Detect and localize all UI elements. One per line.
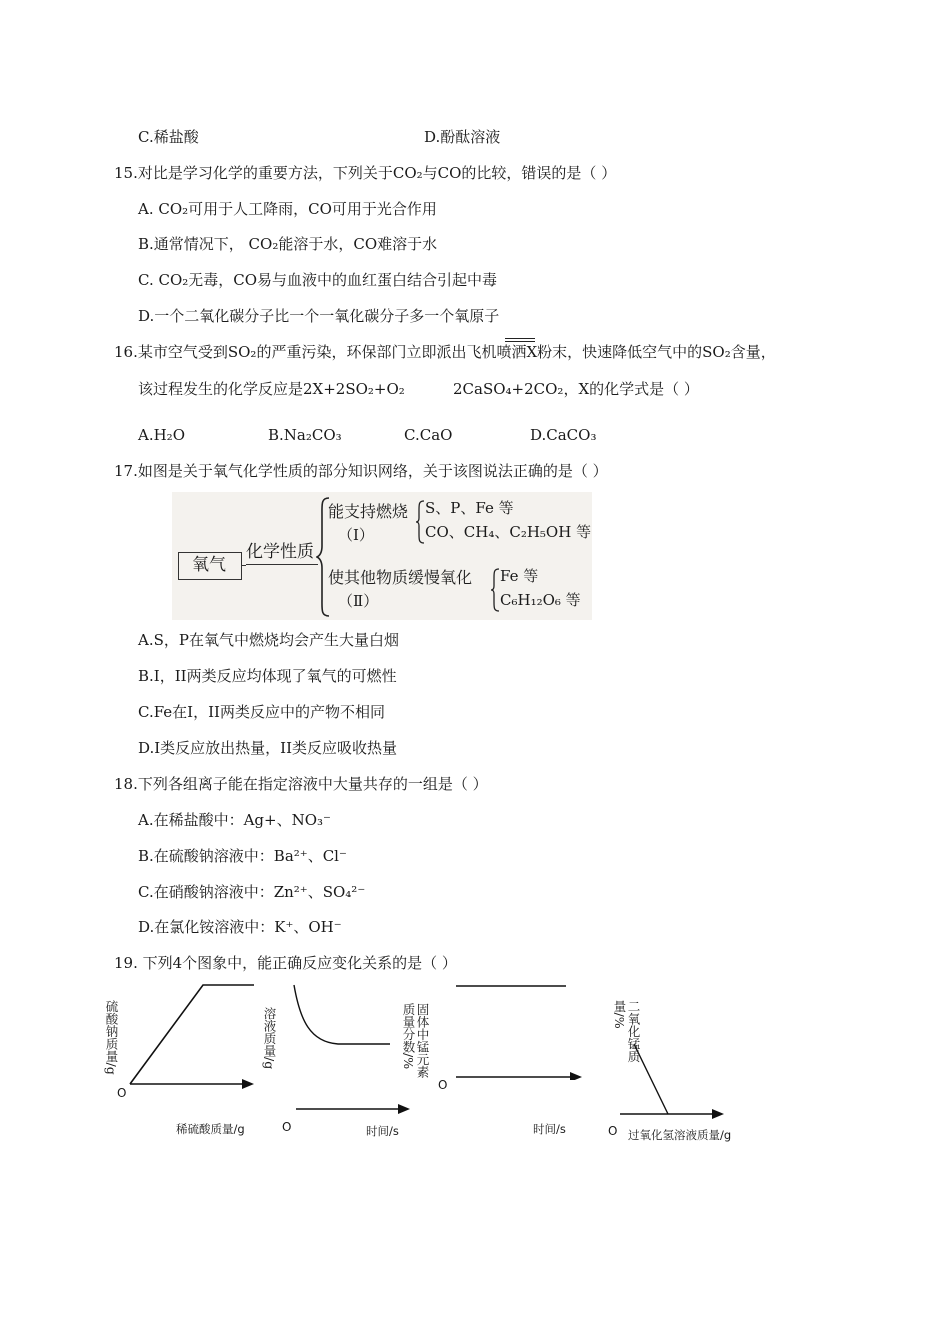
oxygen-label: 氧气 <box>192 555 226 575</box>
brace-two <box>490 568 500 612</box>
q16-option-d: D.CaCO₃ <box>530 426 597 444</box>
graph2-origin: O <box>282 1120 292 1134</box>
graph4-plot <box>618 1040 738 1120</box>
q17-stem: 17.如图是关于氧气化学性质的部分知识网络，关于该图说法正确的是（ ） <box>114 462 608 480</box>
q18-stem: 18.下列各组离子能在指定溶液中大量共存的一组是（ ） <box>114 775 488 793</box>
q15-option-b: B.通常情况下， CO₂能溶于水，CO难溶于水 <box>138 235 438 253</box>
q16-option-b: B.Na₂CO₃ <box>268 426 342 444</box>
graph3-origin: O <box>438 1078 448 1092</box>
graph4-origin: O <box>608 1124 618 1138</box>
q15-option-d: D.一个二氧化碳分子比一个一氧化碳分子多一个氧原子 <box>138 307 500 325</box>
q14-option-d: D.酚酞溶液 <box>424 128 501 146</box>
slow-example-1: Fe 等 <box>500 567 539 585</box>
q15-option-a: A. CO₂可用于人工降雨，CO可用于光合作用 <box>138 200 437 218</box>
q15-option-c: C. CO₂无毒，CO易与血液中的血红蛋白结合引起中毒 <box>138 271 498 289</box>
graph2-ylabel: 溶液质量/g <box>262 1007 277 1070</box>
support-burn-label: 能支持燃烧 <box>328 502 409 521</box>
graph1-plot <box>120 975 280 1095</box>
q17-option-d: D.I类反应放出热量，II类反应吸收热量 <box>138 739 398 757</box>
q16-stem-line1: 16.某市空气受到SO₂的严重污染，环保部门立即派出飞机喷洒X粉末，快速降低空气中的SO₂含量， <box>114 343 776 361</box>
q16-option-c: C.CaO <box>404 426 453 444</box>
underline <box>246 564 318 565</box>
q16-stem-line2a: 该过程发生的化学反应是2X+2SO₂+O₂ <box>138 380 405 398</box>
roman-two-label: （Ⅱ） <box>338 592 379 610</box>
q18-option-b: B.在硫酸钠溶液中：Ba²⁺、Cl⁻ <box>138 847 347 865</box>
q18-option-a: A.在稀盐酸中：Ag+、NO₃⁻ <box>138 811 331 829</box>
q15-stem: 15.对比是学习化学的重要方法，下列关于CO₂与CO的比较，错误的是（ ） <box>114 164 617 182</box>
graph3-xlabel: 时间/s <box>533 1122 566 1136</box>
graph1-ylabel: 硫酸钠质量/g <box>104 1000 119 1075</box>
graph4-xlabel: 过氧化氢溶液质量/g <box>628 1128 732 1142</box>
chem-prop-label: 化学性质 <box>246 542 314 562</box>
slow-example-2: C₆H₁₂O₆ 等 <box>500 591 581 609</box>
q16-option-a: A.H₂O <box>138 426 185 444</box>
oxygen-knowledge-diagram <box>172 492 592 620</box>
q17-option-a: A.S，P在氧气中燃烧均会产生大量白烟 <box>138 631 399 649</box>
graph3-ylabel-right: 固体中锰元素质量分数/% <box>401 1003 430 1078</box>
graph1-xlabel: 稀硫酸质量/g <box>176 1122 245 1136</box>
graph4-ylabel: 二氧化锰质量/% <box>612 1000 641 1063</box>
q16-stem-line2b: 2CaSO₄+2CO₂，X的化学式是（ ） <box>453 380 699 398</box>
connector-line <box>241 565 246 566</box>
graph3-plot <box>450 980 590 1080</box>
q17-option-c: C.Fe在I，II两类反应中的产物不相同 <box>138 703 385 721</box>
graph2-plot <box>288 980 418 1120</box>
q18-option-c: C.在硝酸钠溶液中：Zn²⁺、SO₄²⁻ <box>138 883 366 901</box>
graph2-xlabel: 时间/s <box>366 1124 399 1138</box>
burn-example-2: CO、CH₄、C₂H₅OH 等 <box>425 523 592 541</box>
q18-option-d: D.在氯化铵溶液中：K⁺、OH⁻ <box>138 918 342 936</box>
reaction-condition-bar <box>505 338 535 342</box>
roman-one-label: （Ⅰ） <box>338 526 374 544</box>
burn-example-1: S、P、Fe 等 <box>425 499 514 517</box>
q19-stem: 19. 下列4个图象中，能正确反应变化关系的是（ ） <box>114 954 457 972</box>
q14-option-c: C.稀盐酸 <box>138 128 199 146</box>
slow-oxidation-label: 使其他物质缓慢氧化 <box>328 568 473 587</box>
q17-option-b: B.I，II两类反应均体现了氧气的可燃性 <box>138 667 397 685</box>
brace-one <box>415 500 425 544</box>
graph1-origin: O <box>117 1086 127 1100</box>
